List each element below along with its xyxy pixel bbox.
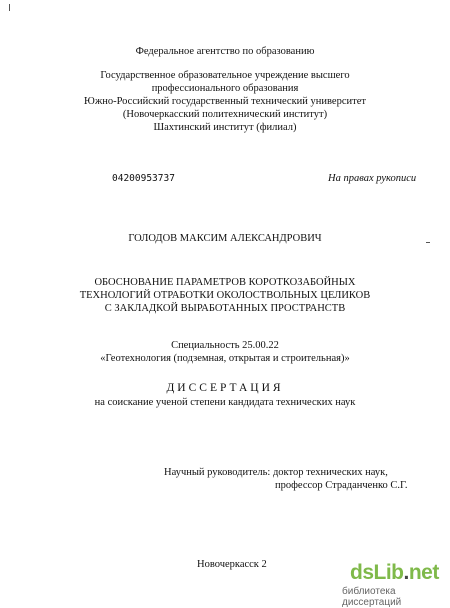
institution-line: Шахтинский институт (филиал) bbox=[153, 122, 297, 133]
logo-brand-suffix: net bbox=[408, 561, 439, 584]
place-year: Новочеркасск 2 bbox=[197, 559, 267, 570]
specialty-code: Специальность 25.00.22 bbox=[171, 340, 279, 351]
institution-line: (Новочеркасский политехнический институт) bbox=[122, 109, 328, 120]
work-type: ДИССЕРТАЦИЯ bbox=[166, 382, 284, 394]
dslib-logo bbox=[342, 561, 446, 608]
scan-mark bbox=[9, 4, 10, 11]
rights-note: На правах рукописи bbox=[328, 173, 417, 184]
agency-name: Федеральное агентство по образованию bbox=[135, 46, 315, 57]
dissertation-title-line: С ЗАКЛАДКОЙ ВЫРАБОТАННЫХ ПРОСТРАНСТВ bbox=[104, 303, 346, 314]
reference-number: 04200953737 bbox=[112, 173, 175, 184]
institution-line: Южно-Российский государственный технический университет bbox=[84, 96, 366, 107]
degree-line: на соискание ученой степени кандидата технических наук bbox=[94, 397, 356, 408]
supervisor-line: Научный руководитель: доктор технических наук, bbox=[164, 467, 388, 478]
logo-brand-dot: . bbox=[403, 561, 409, 584]
dslib-logo-mark bbox=[350, 561, 439, 585]
logo-subtitle: библиотека диссертаций bbox=[342, 586, 402, 608]
dissertation-title-line: ОБОСНОВАНИЕ ПАРАМЕТРОВ КОРОТКОЗАБОЙНЫХ bbox=[94, 277, 356, 288]
logo-brand-prefix: dsLib bbox=[350, 561, 404, 584]
institution-line: профессионального образования bbox=[151, 83, 299, 94]
institution-line: Государственное образовательное учреждение высшего bbox=[100, 70, 350, 81]
author-name: ГОЛОДОВ МАКСИМ АЛЕКСАНДРОВИЧ bbox=[128, 233, 322, 244]
dissertation-title-line: ТЕХНОЛОГИЙ ОТРАБОТКИ ОКОЛОСТВОЛЬНЫХ ЦЕЛИКОВ bbox=[79, 290, 371, 301]
specialty-name: «Геотехнология (подземная, открытая и строительная)» bbox=[100, 353, 350, 364]
supervisor-line: профессор Страданченко С.Г. bbox=[275, 480, 408, 491]
